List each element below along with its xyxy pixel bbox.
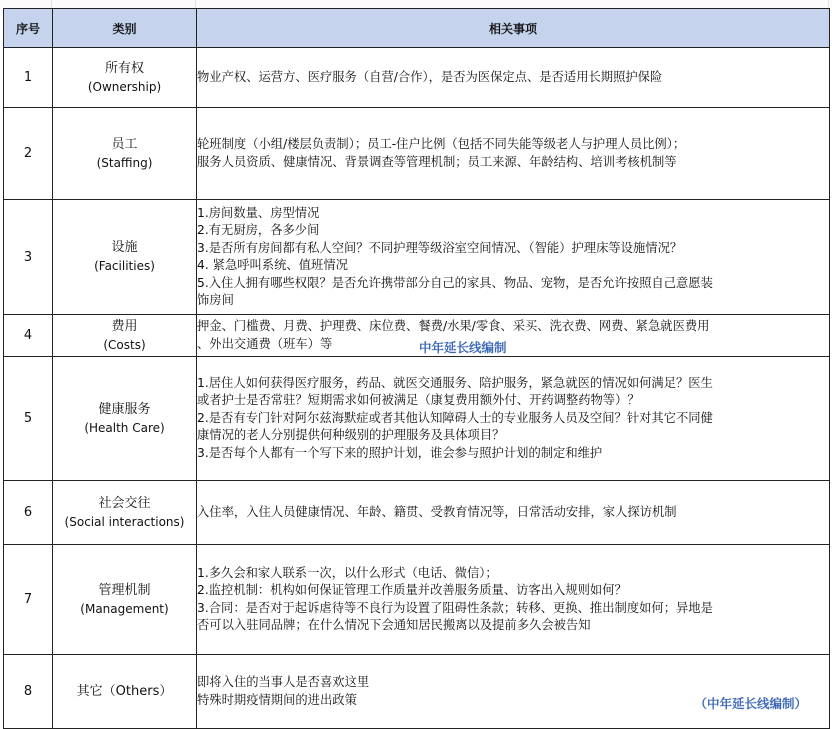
detail-line: 1.多久会和家人联系一次，以什么形式（电话、微信）； [197,565,498,580]
row-category [53,545,197,655]
detail-line: 3.合同：是否对于起诉虐待等不良行为设置了阻碍性条款；转移、更换、推出制度如何；异地是 [197,600,713,615]
top-strip [0,0,832,8]
row-number: 1 [4,48,53,108]
header-category: 类别 [53,9,197,48]
detail-line: 即将入住的当事人是否喜欢这里 [197,675,370,689]
table-row [4,315,830,357]
detail-line: 物业产权、运营方、医疗服务（自营/合作），是否为医保定点、是否适用长期照护保险 [197,69,663,84]
category-cn: 所有权 [104,60,144,76]
table-row [4,200,830,315]
detail-line: 、外出交通费（班车）等 [197,336,333,351]
row-number: 7 [4,545,53,655]
table-row [4,108,830,200]
table-row [4,48,830,108]
row-number: 8 [4,655,53,729]
detail-line: 3.是否所有房间都有私人空间？不同护理等级浴室空间情况、（智能）护理床等设施情况？ [197,240,683,255]
row-details [197,481,830,545]
row-details [197,200,830,315]
category-en: (Facilities) [94,259,155,273]
detail-line: 押金、门槛费、月费、护理费、床位费、餐费/水果/零食、采买、洗衣费、网费、紧急就医费用 [197,319,710,333]
category-cn: 健康服务 [98,401,151,417]
category-cn: 其它（Others） [76,683,173,699]
detail-line: 服务人员资质、健康情况、背景调查等管理机制；员工来源、年龄结构、培训考核机制等 [197,154,677,169]
row-category [53,315,197,357]
header-num: 序号 [4,9,53,48]
row-category [53,48,197,108]
detail-line: 饰房间 [197,293,234,307]
category-en: (Management) [80,601,169,616]
row-details [197,315,830,357]
category-cn: 员工 [111,136,138,152]
watermark-text: 中年延长线编制 [419,340,507,355]
row-category [53,481,197,545]
row-category [53,200,197,315]
category-en: (Health Care) [84,420,165,435]
category-en: (Ownership) [87,79,162,94]
detail-line: 入住率，入住人员健康情况、年龄、籍贯、受教育情况等，日常活动安排，家人探访机制 [197,504,677,519]
detail-line: 康情况的老人分别提供何种级别的护理服务及具体项目？ [197,428,505,443]
row-number: 2 [4,108,53,200]
row-category [53,655,197,729]
detail-line: 2.监控机制：机构如何保证管理工作质量并改善服务质量、访客出入规则如何？ [197,583,627,597]
detail-line: 特殊时期疫情期间的进出政策 [197,692,357,707]
row-number: 5 [4,357,53,481]
category-en: (Social interactions) [64,514,185,529]
row-category [53,108,197,200]
row-details [197,48,830,108]
detail-line: 1.居住人如何获得医疗服务，药品、就医交通服务、陪护服务，紧急就医的情况如何满足？医生 [197,375,713,390]
row-number: 6 [4,481,53,545]
category-cn: 费用 [111,318,138,334]
detail-line: 1.房间数量、房型情况 [197,205,320,220]
detail-line: 轮班制度（小组/楼层负责制）；员工-住户比例（包括不同失能等级老人与护理人员比例）； [197,137,686,151]
detail-line: 5.入住人拥有哪些权限？是否允许携带部分自己的家具、物品、宠物，是否允许按照自己意愿装 [197,275,713,290]
detail-line: 4. 紧急呼叫系统、值班情况 [197,258,348,272]
category-en: (Staffing) [96,155,153,170]
category-cn: 管理机制 [98,582,151,598]
header-items: 相关事项 [197,9,830,48]
row-details [197,545,830,655]
row-number: 4 [4,315,53,357]
detail-line: 2.是否有专门针对阿尔兹海默症或者其他认知障碍人士的专业服务人员及空间？针对其它不同健 [197,410,713,425]
header-row [4,9,830,48]
category-cn: 社会交往 [98,495,151,511]
table-row [4,357,830,481]
detail-line: 3.是否每个人都有一个写下来的照护计划，谁会参与照护计划的制定和维护 [197,445,603,460]
row-details [197,108,830,200]
table-row [4,481,830,545]
detail-line: 否可以入驻同品牌；在什么情况下会通知居民搬离以及提前多久会被告知 [197,618,591,632]
row-details [197,655,830,729]
detail-line: 或者护士是否常驻？短期需求如何被满足（康复费用额外付、开药调整药物等）？ [197,393,640,408]
table-row [4,545,830,655]
watermark-corner: （中年延长线编制） [694,696,807,711]
row-details [197,357,830,481]
row-category [53,357,197,481]
category-en: (Costs) [103,337,146,352]
category-cn: 设施 [111,240,138,255]
items-table [3,8,830,729]
row-number: 3 [4,200,53,315]
detail-line: 2.有无厨房，各多少间 [197,223,320,237]
table-row [4,655,830,729]
